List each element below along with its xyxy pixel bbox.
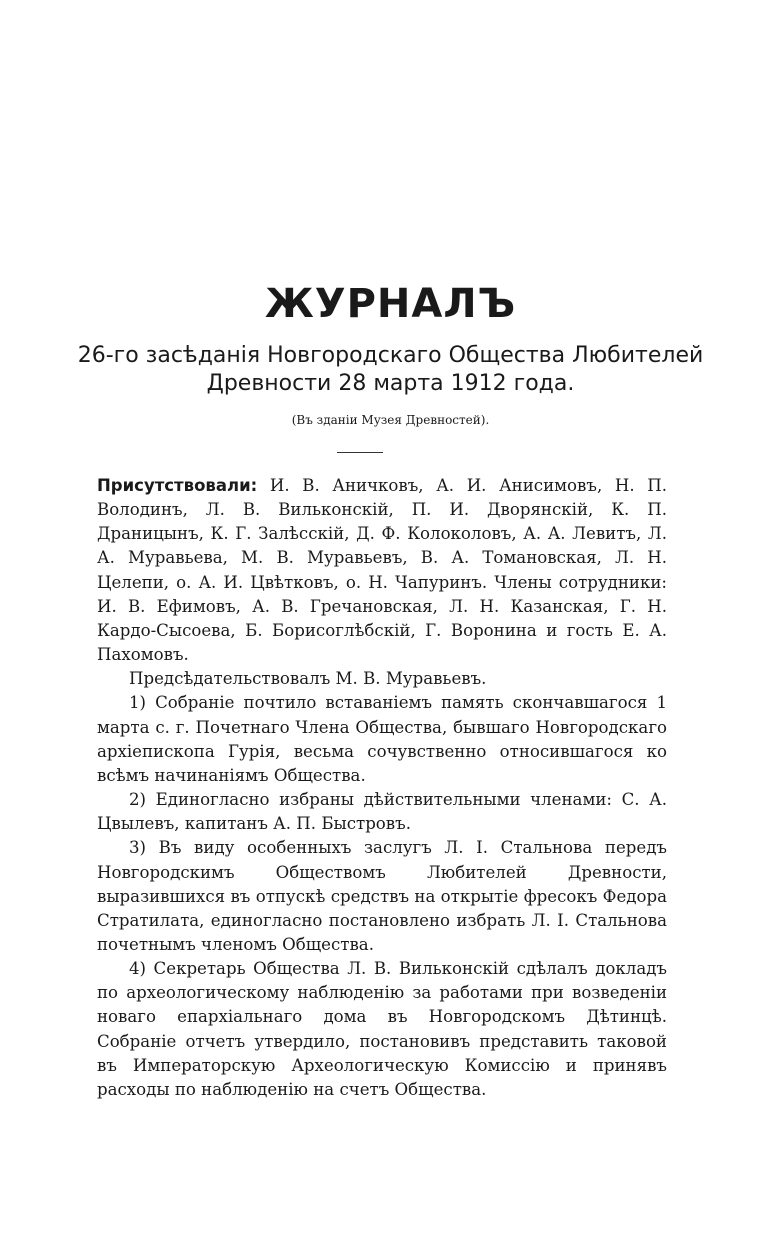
agenda-item-4: 4) Секретарь Общества Л. В. Вильконскій сдѣлалъ докладъ по археологическому наблюденію за работами при возведеніи новаго епархіальнаго дома въ Новгородскомъ Дѣтинцѣ. Собраніе отчетъ утвердило, постановивъ представить таковой въ Императорскую Археологическую Комиссію и принявъ расходы по наблюденію на счетъ Общества. [97,959,667,1099]
chair-paragraph: Предсѣдательствовалъ М. В. Муравьевъ. [129,669,487,689]
document-subtitle: 26-го засѣданія Новгородскаго Общества Любителей Древности 28 марта 1912 года. [77,343,704,396]
attendance-list: И. В. Аничковъ, А. И. Анисимовъ, Н. П. Володинъ, Л. В. Вильконскій, П. И. Дворянскій, К. П. Драницынъ, К. Г. Залѣсскій, Д. Ф. Колоколовъ, А. А. Левитъ, Л. А. Муравьева, М. В. Муравьевъ, В. А. Томановская, Л. Н. Целепи, о. А. И. Цвѣтковъ, о. Н. Чапуринъ. Члены сотрудники: И. В. Ефимовъ, А. В. Гречановская, Л. Н. Казанская, Г. Н. Кардо-Сысоева, Б. Борисоглѣбскій, Г. Воронина и гость Е. А. Пахомовъ. [97,476,667,665]
agenda-item-1: 1) Собраніе почтило вставаніемъ память скончавшагося 1 марта с. г. Почетнаго Члена Общества, бывшаго Новгородскаго архіепископа Гурія, весьма сочувственно относившагося ко всѣмъ начинаніямъ Общества. [97,693,667,785]
agenda-item-3: 3) Въ виду особенныхъ заслугъ Л. І. Стальнова передъ Новгородскимъ Обществомъ Любителей Древности, выразившихся въ отпускѣ средствъ на открытіе фресокъ Федора Стратилата, единогласно постановлено избрать Л. І. Стальнова почетнымъ членомъ Общества. [97,838,667,954]
attendance-label: Присутствовали: [97,476,258,495]
agenda-item-2: 2) Единогласно избраны дѣйствительными членами: С. А. Цвылевъ, капитанъ А. П. Быстровъ. [97,790,667,834]
section-divider [337,452,383,453]
meeting-location: (Въ зданіи Музея Древностей). [291,413,490,427]
document-body [97,474,667,1102]
attendance-paragraph [97,474,667,667]
document-title: ЖУРНАЛЪ [264,281,517,327]
